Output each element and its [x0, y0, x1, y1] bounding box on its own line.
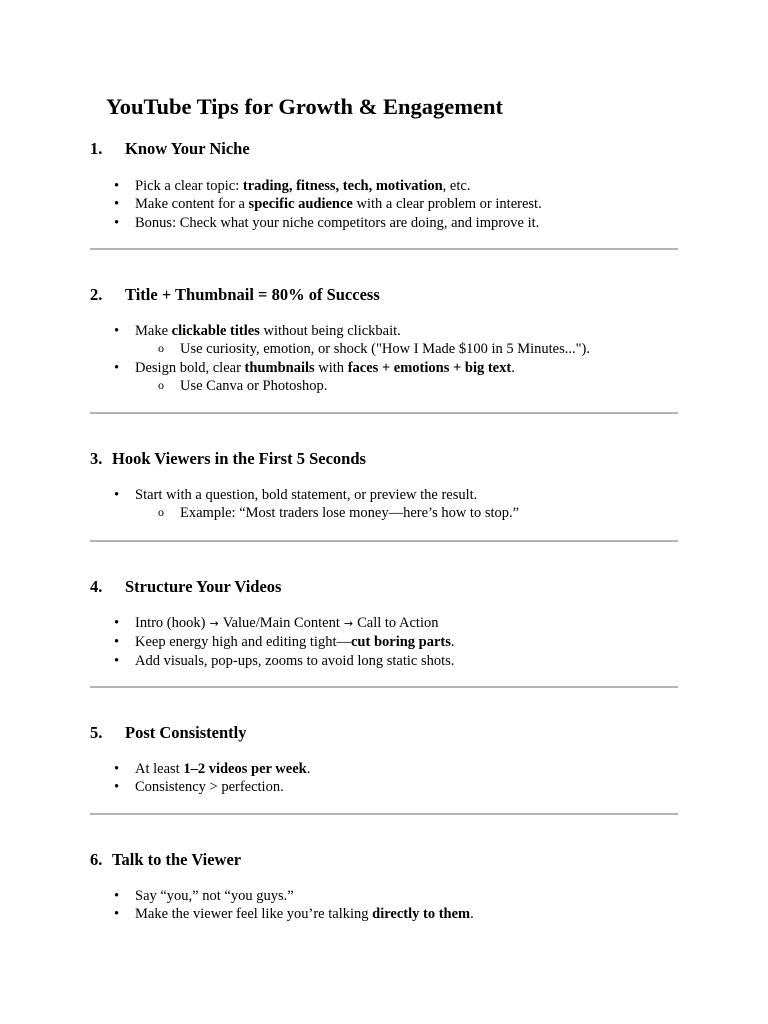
arrow-right-icon: →: [209, 617, 219, 630]
section-heading: [90, 850, 241, 870]
list-item: • Add visuals, pop-ups, zooms to avoid long static shots.: [0, 652, 455, 670]
section-number: 3.: [90, 449, 103, 468]
section-number: 2.: [90, 285, 103, 304]
section-heading: [90, 285, 380, 305]
arrow-right-icon: →: [343, 617, 354, 630]
sub-list: [135, 377, 590, 395]
divider: [90, 813, 678, 815]
document-title: YouTube Tips for Growth & Engagement: [106, 94, 503, 119]
divider: [90, 412, 678, 414]
section-title: Structure Your Videos: [125, 577, 282, 596]
sub-list: [135, 504, 519, 522]
section-number: 4.: [90, 577, 103, 596]
section-heading: [90, 577, 281, 597]
sub-list-item: o Example: “Most traders lose money—here’s how to stop.”: [135, 504, 519, 522]
list-item: • Consistency > perfection.: [0, 778, 310, 796]
sub-list-item: o Use Canva or Photoshop.: [135, 377, 590, 395]
bullet-list: [0, 486, 519, 523]
divider: [90, 248, 678, 250]
list-item: • Make content for a specific audience with a clear problem or interest.: [0, 195, 542, 213]
section-number: 5.: [90, 723, 103, 742]
list-item: • Make clickable titles without being clickbait. o Use curiosity, emotion, or shock ("How I Made $100 in 5 Minutes...").: [0, 322, 590, 359]
list-item: • Keep energy high and editing tight—cut boring parts.: [0, 633, 455, 651]
section-title: Know Your Niche: [125, 139, 250, 158]
list-item: • Make the viewer feel like you’re talking directly to them.: [0, 905, 474, 923]
sub-list: [135, 340, 590, 358]
bullet-list: [0, 614, 455, 670]
list-item: • Start with a question, bold statement, or preview the result. o Example: “Most traders lose money—here’s how to stop.”: [0, 486, 519, 523]
bullet-list: [0, 760, 310, 797]
section-heading: [90, 449, 366, 469]
bullet-list: [0, 322, 590, 395]
section-title: Post Consistently: [125, 723, 247, 742]
section-title: Talk to the Viewer: [112, 850, 242, 869]
list-item: • Bonus: Check what your niche competitors are doing, and improve it.: [0, 214, 542, 232]
section-number: 6.: [90, 850, 103, 869]
bullet-list: [0, 887, 474, 924]
bullet-list: [0, 177, 542, 232]
sub-list-item: o Use curiosity, emotion, or shock ("How I Made $100 in 5 Minutes...").: [135, 340, 590, 358]
section-heading: [90, 139, 250, 159]
section-title: Title + Thumbnail = 80% of Success: [125, 285, 380, 304]
divider: [90, 540, 678, 542]
section-title: Hook Viewers in the First 5 Seconds: [112, 449, 366, 468]
list-item: • Pick a clear topic: trading, fitness, tech, motivation, etc.: [0, 177, 542, 195]
list-item: • Say “you,” not “you guys.”: [0, 887, 474, 905]
divider: [90, 686, 678, 688]
section-heading: [90, 723, 246, 743]
list-item: • At least 1–2 videos per week.: [0, 760, 310, 778]
list-item: • Design bold, clear thumbnails with faces + emotions + big text. o Use Canva or Photoshop.: [0, 359, 590, 396]
list-item: • Intro (hook) → Value/Main Content → Call to Action: [0, 614, 455, 633]
section-number: 1.: [90, 139, 103, 158]
